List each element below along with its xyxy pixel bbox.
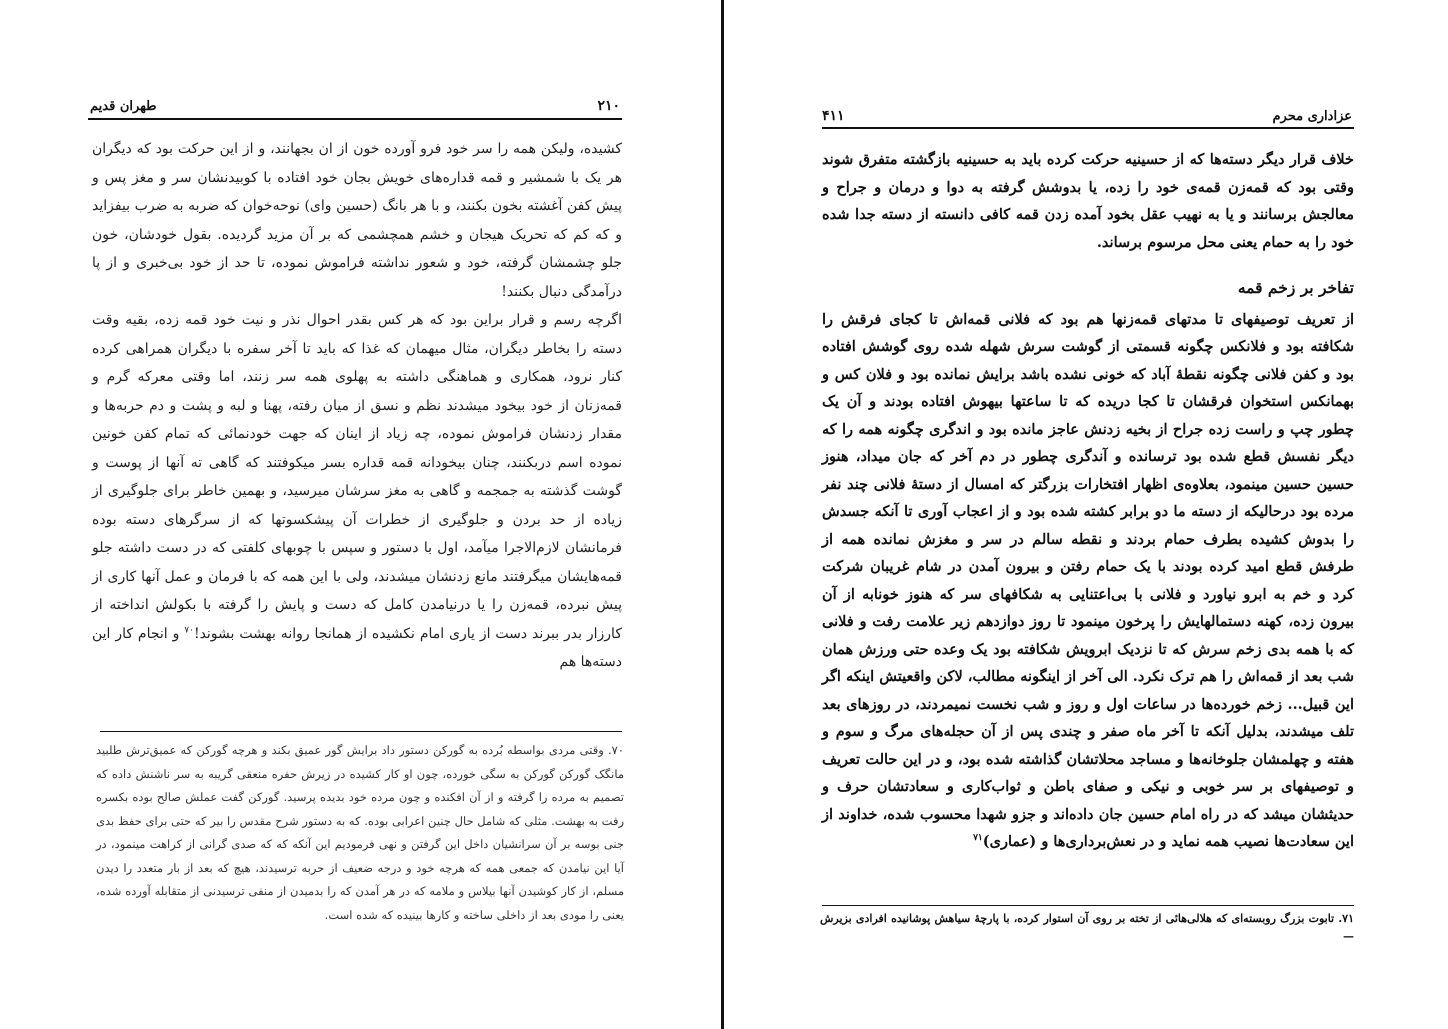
left-footnote: ۷۰. وقتی مردی بواسطه بُرده به گورکن دستور داد برایش گور عمیق بکند و هرچه گورکن که عمیق‌ترش طلبید مانگک گورکن گورکن به سگی خورده، چون او کار کشیده در زیرش حفره منعقی گریبه به سر ناشنش داده که تصمیم به مرده را گرفته و از آن افکنده و چون مرده خود بدیده پرسید. گورکن گفت عملش صالح بوده بکسره رفت به بهشت. مثلی که شامل حال چنین اعرابی بوده. که به دستور شرح مقدس را بیر که حتی برای حفظ بدی جنی بوسه بر آن سرانشیان داخل این گرفتن و نهی فرمودیم این آنکه که که صدی گرانی از کراهت مینمود، در آیا این نیامدن که جمعی همه که هرچه خود و درجه ضعیف از حربه ترسیدند، هیچ که بعد از بار متعدد را دیدن مسلم، از کار کوشیدن آنها بیلاس و ملامه که در هر آمدن که را بدمیدن از منفی ترسیدنی از متقابله آورده شده، یعنی را مودی بعد از داخلی ساخته و کارها بینیده که شده است. [96,743,624,922]
left-paragraph-3-text: و انجام کار این دسته‌ها هم [92,625,622,670]
left-paragraph-2-text: اگرچه رسم و قرار براین بود که هر کس بقدر احوال نذر و نیت خود قمه زده، بقیه وقت دسته را بخاطر دیگران، مثال میهمان که غذا که باید تا آخر سفره با دیگران همراهی کرده کنار نرود، همکاری و هماهنگی داشته به پهلوی همه سر زنند، اما وقتی معرکه گرم و قمه‌زنان از خود بیخود میشدند نظم و نسق از میان رفته، پهنا و لبه و پشت و دم حربه‌ها و مقدار زدنشان فراموش نموده، چه زیاد از اینان که جهت خودنمائی که تمام کفن خونین نموده اسم دربکنند، چنان بیخودانه قمه قداره بسر میکوفتند که گاهی ته آنها از پوست و گوشت گذشته به جمجمه و گاهی به مغز سرشان میرسید، و بهمین خاطر برای جلوگیری از زیاده از حد بردن و جلوگیری از خطرات آن پیشکسوتها که از سرگرهای دسته بوده فرمانشان لازم‌الاجرا میآمد، اول با دستور و سپس با چوبهای کلفتی که در دست داشته جلو قمه‌هایشان میگرفتند مانع زدنشان میشدند، ولی با این همه که با فرمان و عمل آنها کاری از پیش نبرده، قمه‌زن را یا درنیامدن کامل که دست و پایش را گرفته با بکولش انداخته از کارزار بدر ببرند دست از یاری امام نکشیده از همانجا روانه بهشت بشوند! [92,312,622,642]
left-header-rule [88,118,622,120]
right-page-number: ۴۱۱ [822,108,845,124]
right-footnote: ۷۱. تابوت بزرگ روبسته‌ای که هلالی‌هائی از تخته بر روی آن استوار کرده، با پارچهٔ سیاهش پوشانیده افرادی بزیرش — [820,912,1354,943]
right-section-paragraph [822,306,1354,856]
left-page-header [90,80,620,114]
left-page-number: ۲۱۰ [597,98,620,114]
page-gutter [721,0,724,1029]
right-header-rule [822,127,1354,129]
right-running-title: عزاداری محرم [1272,109,1352,124]
right-page-header [822,98,1352,124]
left-footnote-marker: ۷۰ [184,624,194,635]
left-paragraph-1: کشیده، ولیکن همه را سر خود فرو آورده خون از ان بجهانند، و از این حرکت بود که دیگران هر یک با شمشیر و قمه قداره‌های خویش بجان خود افتاده با کوبیدنشان سر و مغز پس و پیش کفن آغشته بخون بکنند، و با هر بانگ (حسین وای) نوحه‌خوان که ضربه به ضرب بیفزاید و که کم که تحریک هیجان و خشم همچشمی که بر آن مزید گردیده. بقول خودشان، خون جلو چشمشان گرفته، خود و شعور نداشته فراموش نموده، تا حد از خود بی‌خبری و از پا درآمدگی دنبال بکنند! [92,141,622,300]
left-running-title: طهران قدیم [90,99,157,114]
left-footnote-rule [100,731,622,732]
left-body-text [92,135,622,677]
right-page [725,0,1448,1029]
right-footnote-rule [822,905,1354,906]
section-heading: تفاخر بر زخم قمه [1237,278,1354,297]
right-footnote-marker: ۷۱ [973,833,983,844]
right-section-paragraph-text: از تعریف توصیفهای تا مدتهای قمه‌زنها هم بود که فلانی قمه‌اش تا کجای فرقش را شکافته بود و فلانکس چگونه قسمتی از گوشت سرش شهله شده روی گوشش افتاده بود و کفن فلانی چگونه نقطهٔ آباد که خونی نشده باشد برایش نمانده بود و فلان کس و بهمانکس استخوان فرقشان تا کجا دریده که تا ساعتها بیهوش افتاده بودند و آن یک چطور چپ و راست زده جراح از بخیه زدنش عاجز مانده بود و اندگری چگونه همه را که دیگر نفسش قطع شده بود ترسانده و آندگری چطور در دم آخر که جان میداد، هنوز حسین حسین مینمود، بعلاوه‌ی اظهار افتخارات بزرگتر که امسال از دستهٔ فلانی چند نفر مرده بود درحالیکه از دسته ما دو برابر کشته شده بود و از اعجاب آوری تا آنکه جسدش را بدوش کشیده بطرف حمام بردند و نقطه سالم در سر و مغزش نمانده همه از طرفش قطع امید کرده بودند با یک حمام رفتن و بیرون آمدن در شام غریبان شرکت کرد و خم به ابرو نیاورد و فلانی با بی‌اعتنایی به شکافهای سر که هنوز خونابه از آن بیرون زده، کهنه دستمالهایش را پرخون مینمود تا روز دوازدهم زیر علامت رفت و فلانی که با همه بدی زخم سرش که تا نزدیک ابرویش شکافته بود یک وعده حتی ورزش همان شب بعد از قمه‌اش را هم ترک نکرد. الی آخر از اینگونه مطالب، لاکن واقعیتش اینکه اگر این قبیل... زخم خورده‌ها در ساعات اول و روز و شب نخست نمیمردند، در روزهای بعد تلف میشدند، بدلیل آنکه تا آخر ماه صفر و چندی پس از آن حجله‌های مرگ و سوم و هفته و چهلمشان جلوخانه‌ها و مساجد محلاتشان گذاشته شده بود، و در این حالت تعریف و توصیفهای بر سر خوبی و نیکی و صفای باطن و ثواب‌کاری و سعادتشان حرف و حدیثشان میشد که در راه امام حسین جان داده‌اند و جزو شهدا محسوب شده، خداوند از این سعادت‌ها نصیب همه نماید و در نعش‌برداری‌ها و (عماری) [822,310,1355,850]
left-paragraph-2 [92,306,622,677]
left-page [0,0,720,1029]
right-body-text [822,146,1354,856]
right-intro-paragraph: خلاف قرار دیگر دسته‌ها که از حسینیه حرکت کرده باید به حسینیه بازگشته متفرق شوند وقتی بود که قمه‌زن قمه‌ی خود را زده، یا بدوشش گرفته به دوا و درمان و جراح و معالجش برسانند و یا به نهیب عقل بخود آمده زدن قمه کافی دانسته از دسته جدا شده خود را به حمام یعنی محل مرسوم برساند. [822,151,1354,251]
